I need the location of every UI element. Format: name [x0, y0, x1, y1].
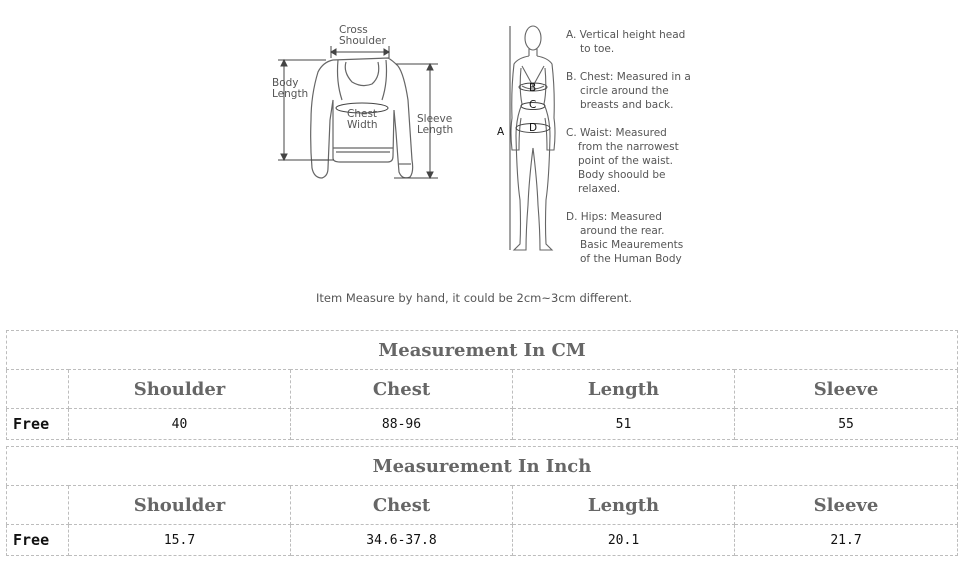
measurement-legend: [566, 29, 691, 265]
cell-shoulder: 15.7: [69, 525, 291, 556]
row-label-free: Free: [7, 409, 69, 440]
cell-chest: 34.6-37.8: [291, 525, 513, 556]
legend-b-line-1: B. Chest: Measured in a: [566, 71, 691, 83]
marker-b: B: [529, 82, 537, 94]
legend-b-line-2: circle around the: [580, 85, 669, 97]
header-blank: [7, 486, 69, 525]
marker-d: D: [529, 122, 538, 134]
cell-length: 51: [513, 409, 735, 440]
legend-d-line-2: around the rear.: [580, 225, 665, 237]
header-blank: [7, 370, 69, 409]
header-shoulder: Shoulder: [69, 370, 291, 409]
header-shoulder: Shoulder: [69, 486, 291, 525]
cross-shoulder-arrow: [331, 46, 389, 58]
header-chest: Chest: [291, 486, 513, 525]
body-length-arrow: [278, 60, 334, 160]
chest-width-label-1: Chest: [347, 108, 378, 120]
measurement-note: Item Measure by hand, it could be 2cm~3cm different.: [315, 291, 633, 305]
legend-c-line-1: C. Waist: Measured: [566, 127, 667, 139]
legend-a-line-2: to toe.: [580, 43, 615, 55]
measurement-table-inch: [6, 446, 958, 556]
cell-chest: 88-96: [291, 409, 513, 440]
cell-sleeve: 55: [735, 409, 958, 440]
legend-c-line-2: from the narrowest: [578, 141, 679, 153]
header-length: Length: [513, 370, 735, 409]
body-length-label-1: Body: [272, 77, 299, 89]
cross-shoulder-label-2: Shoulder: [339, 35, 386, 47]
legend-c-line-4: Body shoould be: [578, 169, 666, 181]
table-row: [7, 409, 958, 440]
legend-c-line-5: relaxed.: [578, 183, 621, 195]
sleeve-length-label-1: Sleeve: [417, 113, 453, 125]
legend-a-line-1: A. Vertical height head: [566, 29, 686, 41]
body-length-label-2: Length: [272, 88, 309, 100]
table-title: Measurement In CM: [7, 331, 958, 370]
header-sleeve: Sleeve: [735, 370, 958, 409]
body-figure-illustration: [511, 26, 555, 250]
header-chest: Chest: [291, 370, 513, 409]
legend-d-line-4: of the Human Body: [580, 253, 682, 265]
row-label-free: Free: [7, 525, 69, 556]
cross-shoulder-label-1: Cross: [339, 24, 368, 36]
cell-sleeve: 21.7: [735, 525, 958, 556]
legend-c-line-3: point of the waist.: [578, 155, 674, 167]
cell-length: 20.1: [513, 525, 735, 556]
sleeve-length-label-2: Length: [417, 124, 454, 136]
legend-d-line-1: D. Hips: Measured: [566, 211, 662, 223]
measurement-table-cm: [6, 330, 958, 440]
chest-width-label-2: Width: [347, 119, 378, 131]
legend-b-line-3: breasts and back.: [580, 99, 674, 111]
header-length: Length: [513, 486, 735, 525]
marker-c: C: [529, 99, 537, 111]
marker-a: A: [497, 126, 505, 138]
table-row: [7, 525, 958, 556]
table-title: Measurement In Inch: [7, 447, 958, 486]
header-sleeve: Sleeve: [735, 486, 958, 525]
legend-d-line-3: Basic Meaurements: [580, 239, 684, 251]
cell-shoulder: 40: [69, 409, 291, 440]
